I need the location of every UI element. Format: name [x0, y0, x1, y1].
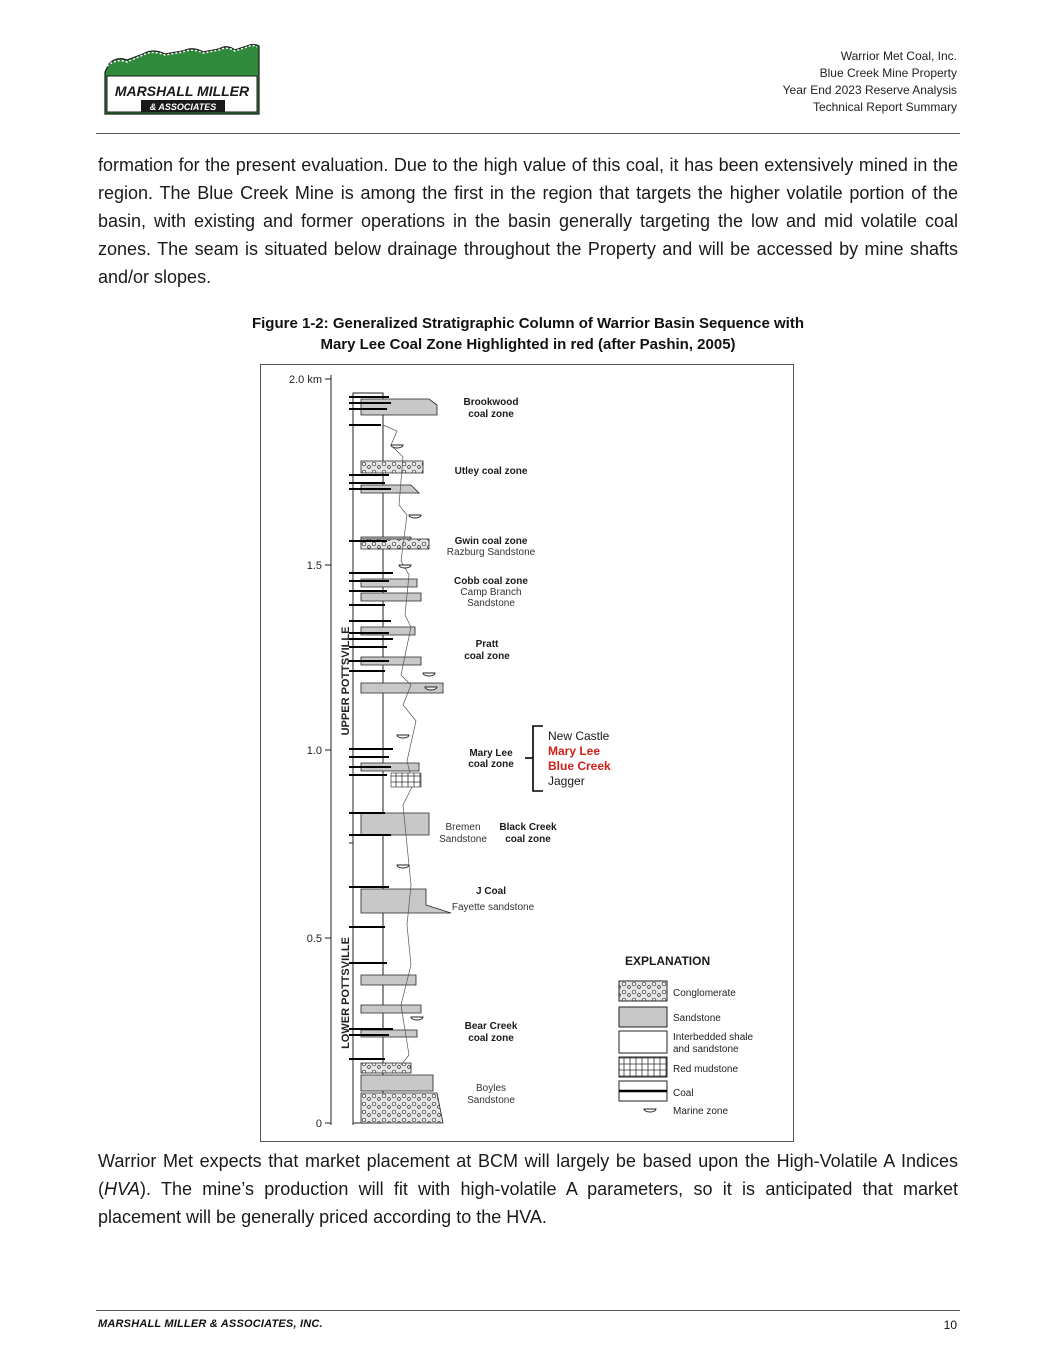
group-upper-pottsville: UPPER POTTSVILLE — [340, 626, 352, 736]
zone-cobb: Cobb coal zone — [454, 576, 528, 587]
red-mudstone-bed — [391, 773, 421, 787]
axis-label-top: 2.0 km — [288, 374, 322, 386]
zone-brookwood-l2: coal zone — [468, 409, 514, 420]
zone-black-creek-l2: coal zone — [505, 834, 551, 845]
paragraph-2-part-b: ). The mine’s production will fit with high-volatile A parameters, so it is anticipated that market placement will be generally priced according to the HVA. — [98, 1179, 958, 1227]
stratigraphic-column — [261, 365, 793, 1141]
zone-brookwood-l1: Brookwood — [463, 397, 519, 408]
marine-zone-markers — [391, 445, 437, 1020]
zone-bear-creek-l1: Bear Creek — [464, 1021, 518, 1032]
zone-j-coal-sub: Fayette sandstone — [451, 902, 535, 913]
report-header — [783, 48, 957, 116]
legend-swatch-conglomerate — [619, 981, 667, 1001]
paragraph-2 — [98, 1147, 958, 1231]
page-number: 10 — [943, 1318, 957, 1332]
seam-jagger: Jagger — [548, 774, 585, 788]
company-logo — [103, 40, 261, 116]
caption-line-1: Figure 1-2: Generalized Stratigraphic Column of Warrior Basin Sequence with — [251, 315, 805, 332]
axis-tick-0-5: 0.5 — [306, 933, 322, 945]
figure-caption — [98, 313, 958, 355]
group-lower-pottsville: LOWER POTTSVILLE — [340, 937, 352, 1049]
legend-interbedded-l2: and sandstone — [673, 1044, 739, 1055]
boyles-l1: Boyles — [475, 1083, 507, 1094]
legend-swatch-interbedded — [619, 1031, 667, 1053]
bremen-l1: Bremen — [445, 822, 481, 833]
seam-new-castle: New Castle — [548, 729, 610, 743]
zone-mary-lee-l1: Mary Lee — [469, 748, 513, 759]
legend-sandstone: Sandstone — [673, 1013, 721, 1024]
axis-tick-1-0: 1.0 — [306, 745, 322, 757]
zone-gwin: Gwin coal zone — [454, 536, 528, 547]
legend-marine-zone: Marine zone — [673, 1106, 729, 1117]
stratigraphic-column-figure — [260, 364, 794, 1142]
header-divider — [96, 133, 960, 134]
header-company: Warrior Met Coal, Inc. — [840, 49, 957, 63]
boyles-l2: Sandstone — [467, 1095, 515, 1106]
zone-cobb-sub-1: Camp Branch — [460, 587, 522, 598]
caption-line-2: Mary Lee Coal Zone Highlighted in red (after Pashin, 2005) — [320, 336, 736, 353]
axis-tick-1-5: 1.5 — [306, 560, 322, 572]
legend-interbedded-l1: Interbedded shale — [673, 1032, 754, 1043]
header-report-type: Technical Report Summary — [812, 100, 957, 114]
logo-text-top: MARSHALL MILLER — [114, 83, 250, 99]
zone-pratt-l2: coal zone — [464, 651, 510, 662]
paragraph-2-part-a: Warrior Met expects that market placement at BCM will largely be based upon the High-Volatile A Indices ( — [98, 1151, 958, 1199]
header-property: Blue Creek Mine Property — [819, 66, 957, 80]
legend-swatch-sandstone — [619, 1007, 667, 1027]
zone-cobb-sub-2: Sandstone — [467, 598, 515, 609]
footer-company: MARSHALL MILLER & ASSOCIATES, INC. — [98, 1318, 323, 1330]
seam-mary-lee: Mary Lee — [548, 744, 601, 758]
paragraph-1: formation for the present evaluation. Due to the high value of this coal, it has been extensively mined in the region. The Blue Creek Mine is among the first in the region that targets the higher volatile portion of the basin, with existing and former operations in the basin generally targeting the low and mid volatile coal zones. The seam is situated below drainage throughout the Property and will be accessed by mine shafts and/or slopes. — [98, 155, 958, 287]
legend-conglomerate: Conglomerate — [673, 988, 736, 999]
zone-mary-lee-l2: coal zone — [468, 759, 514, 770]
zone-black-creek-l1: Black Creek — [499, 822, 557, 833]
zone-utley: Utley coal zone — [454, 466, 528, 477]
legend-title: EXPLANATION — [625, 954, 711, 968]
legend-coal: Coal — [673, 1088, 694, 1099]
footer-divider — [96, 1310, 960, 1311]
legend-red-mudstone: Red mudstone — [673, 1064, 739, 1075]
hva-term: HVA — [104, 1179, 141, 1199]
seam-blue-creek: Blue Creek — [548, 759, 611, 773]
bremen-l2: Sandstone — [439, 834, 487, 845]
header-analysis: Year End 2023 Reserve Analysis — [782, 83, 957, 97]
zone-pratt-l1: Pratt — [475, 639, 499, 650]
logo-text-bottom: & ASSOCIATES — [149, 102, 217, 112]
zone-j-coal: J Coal — [475, 886, 507, 897]
mary-lee-bracket — [533, 726, 543, 791]
zone-bear-creek-l2: coal zone — [468, 1033, 514, 1044]
axis-tick-0: 0 — [315, 1118, 322, 1130]
zone-gwin-sub: Razburg Sandstone — [446, 547, 536, 558]
legend — [619, 954, 754, 1117]
legend-swatch-marine — [644, 1109, 656, 1112]
legend-swatch-red-mudstone — [619, 1057, 667, 1077]
